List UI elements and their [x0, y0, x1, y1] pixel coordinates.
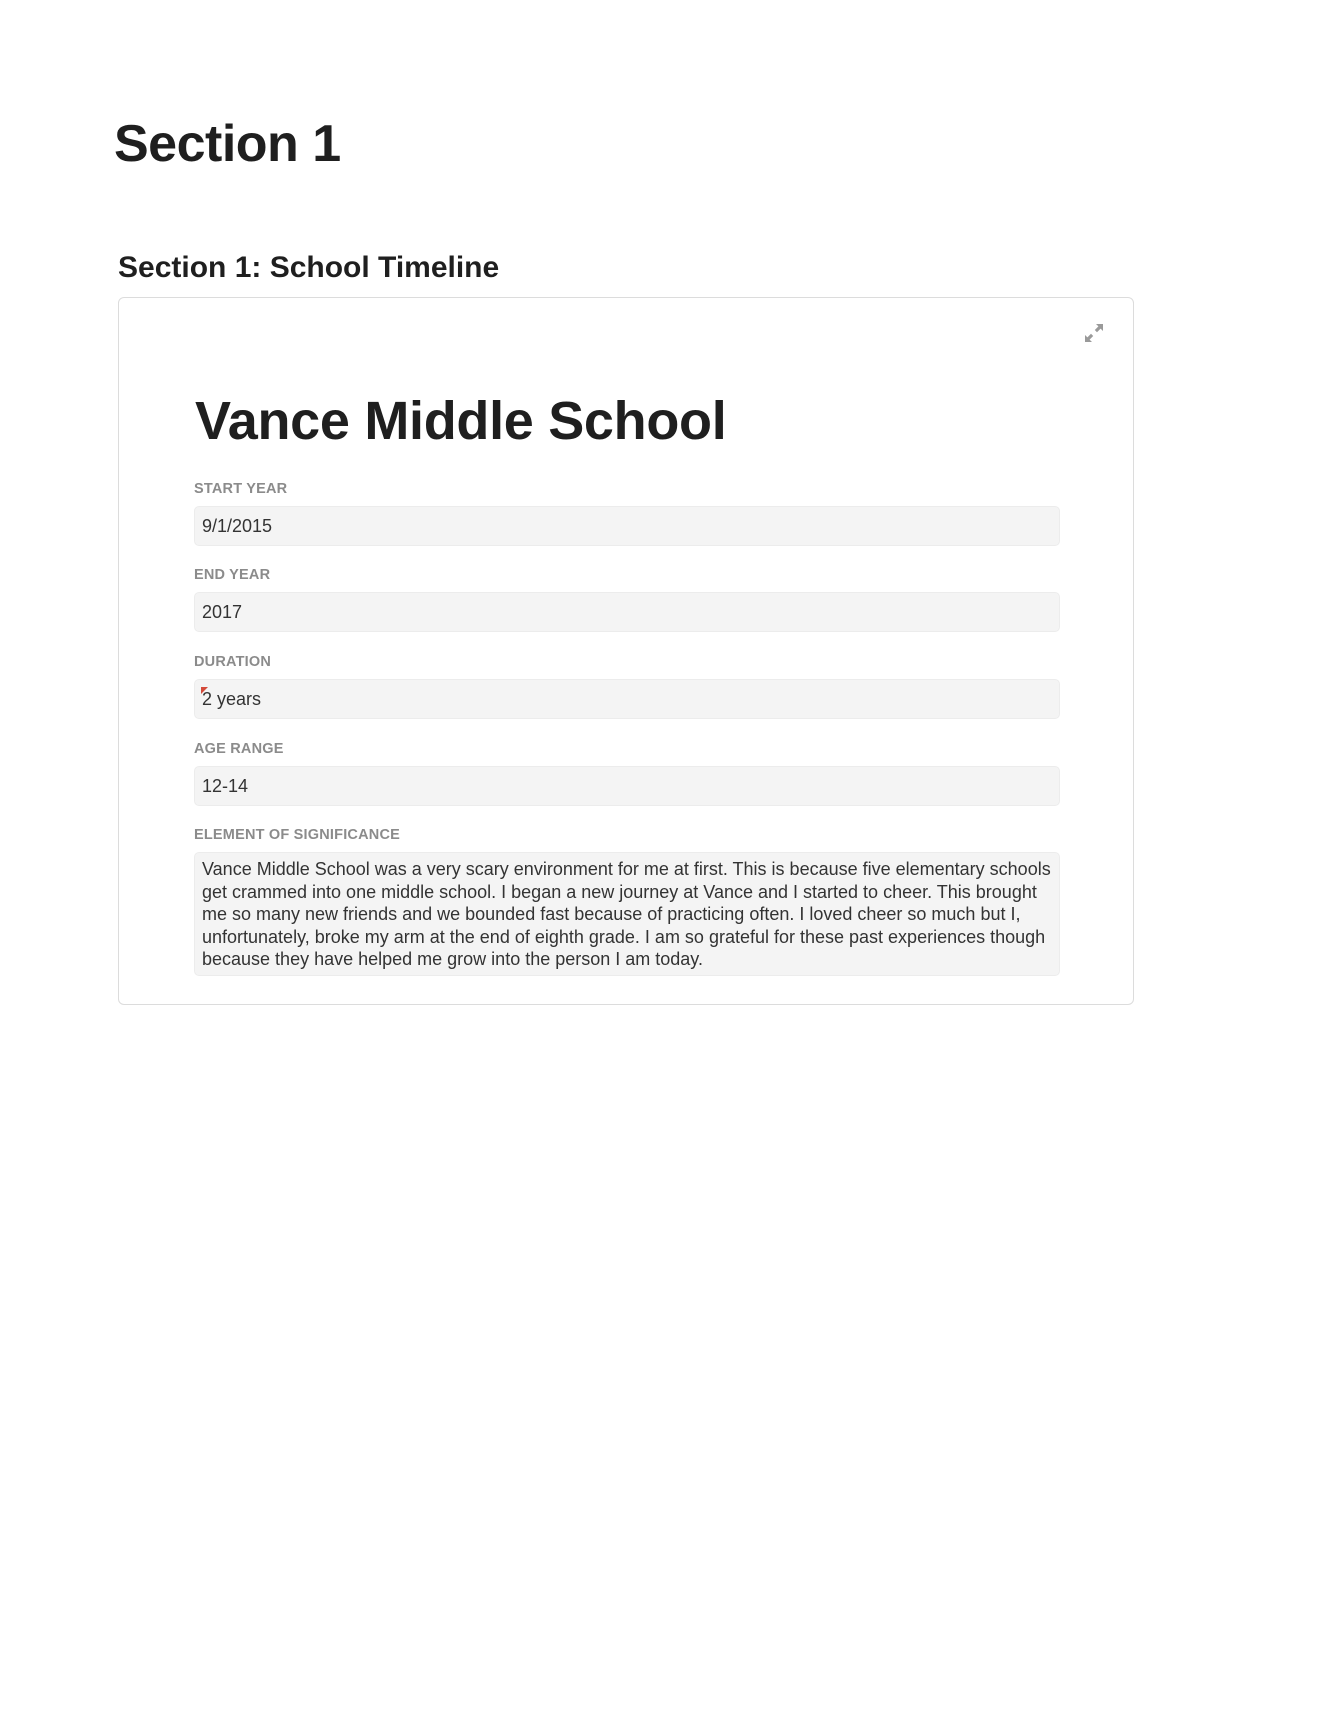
expand-arrows-icon [1083, 322, 1105, 344]
duration-value[interactable] [194, 679, 1060, 719]
field-end-year [194, 566, 1060, 632]
field-label: START YEAR [194, 481, 288, 497]
duration-text: 2 years [202, 689, 262, 709]
comment-marker-icon [201, 687, 208, 694]
end-year-value[interactable]: 2017 [194, 592, 1060, 632]
field-age-range [194, 740, 1060, 806]
field-start-year [194, 480, 1060, 546]
age-range-value[interactable]: 12-14 [194, 766, 1060, 806]
field-label: AGE RANGE [194, 741, 284, 757]
element-of-significance-value[interactable]: Vance Middle School was a very scary environment for me at first. This is because five elementary schools get crammed into one middle school. I began a new journey at Vance and I started to cheer. This brought me so many new friends and we bounded fast because of practicing often. I loved cheer so much but I, unfortunately, broke my arm at the end of eighth grade. I am so grateful for these past experiences though because they have helped me grow into the person I am today. [194, 852, 1060, 976]
field-label: ELEMENT OF SIGNIFICANCE [194, 827, 400, 843]
field-label: END YEAR [194, 567, 271, 583]
field-element-of-significance [194, 826, 1060, 976]
card-title: Vance Middle School [195, 391, 727, 451]
page-title: Section 1 [114, 115, 341, 173]
expand-button[interactable] [1079, 318, 1109, 348]
school-record-card [118, 297, 1134, 1005]
field-label: DURATION [194, 654, 272, 670]
start-year-value[interactable]: 9/1/2015 [194, 506, 1060, 546]
field-duration [194, 653, 1060, 719]
section-heading: Section 1: School Timeline [118, 251, 500, 284]
